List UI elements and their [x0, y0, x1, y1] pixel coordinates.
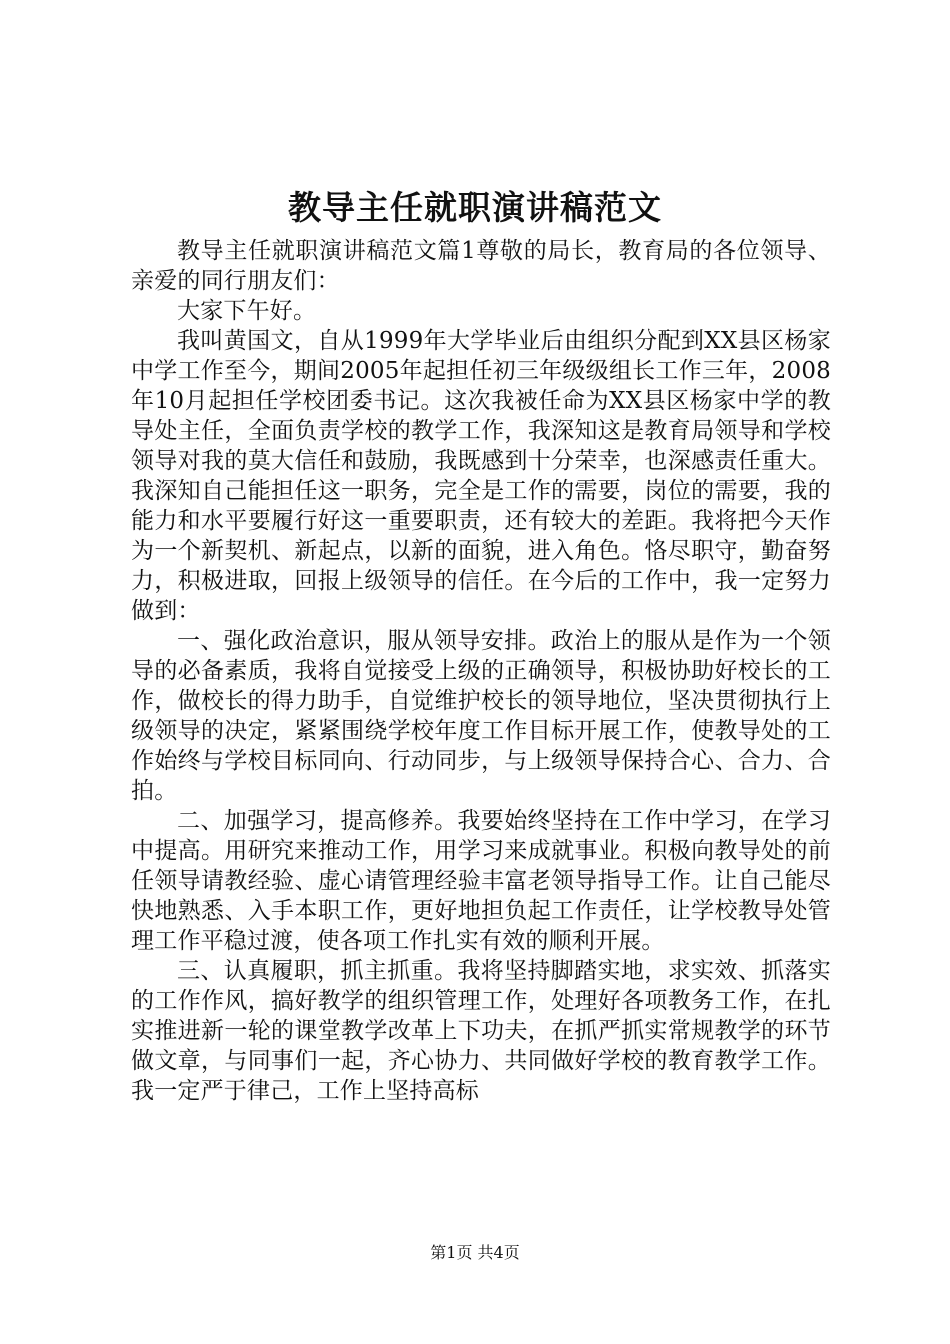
- document-body: [131, 236, 831, 1106]
- page-number-footer: 第1页 共4页: [430, 1243, 520, 1262]
- paragraph-greeting: 大家下午好。: [177, 298, 317, 324]
- paragraph-point-one: 一、强化政治意识，服从领导安排。政治上的服从是作为一个领导的必备素质，我将自觉接受上级的正确领导，积极协助好校长的工作，做校长的得力助手，自觉维护校长的领导地位，坚决贯彻执行上级领导的决定，紧紧围绕学校年度工作目标开展工作，使教导处的工作始终与学校目标同向、行动同步，与上级领导保持合心、合力、合拍。: [131, 628, 831, 804]
- document-title: 教导主任就职演讲稿范文: [288, 188, 662, 227]
- paragraph-point-two: 二、加强学习，提高修养。我要始终坚持在工作中学习，在学习中提高。用研究来推动工作，用学习来成就事业。积极向教导处的前任领导请教经验、虚心请管理经验丰富老领导指导工作。让自己能尽快地熟悉、入手本职工作，更好地担负起工作责任，让学校教导处管理工作平稳过渡，使各项工作扎实有效的顺利开展。: [131, 808, 831, 954]
- paragraph-self-introduction: 我叫黄国文，自从1999年大学毕业后由组织分配到XX县区杨家中学工作至今，期间2005年起担任初三年级级组长工作三年，2008年10月起担任学校团委书记。这次我被任命为XX县区杨家中学的教导处主任，全面负责学校的教学工作，我深知这是教育局领导和学校领导对我的莫大信任和鼓励，我既感到十分荣幸，也深感责任重大。我深知自己能担任这一职务，完全是工作的需要，岗位的需要，我的能力和水平要履行好这一重要职责，还有较大的差距。我将把今天作为一个新契机、新起点，以新的面貌，进入角色。恪尽职守，勤奋努力，积极进取，回报上级领导的信任。在今后的工作中，我一定努力做到：: [131, 328, 831, 624]
- paragraph-intro: 教导主任就职演讲稿范文篇1尊敬的局长，教育局的各位领导、亲爱的同行朋友们：: [131, 238, 831, 294]
- paragraph-point-three: 三、认真履职，抓主抓重。我将坚持脚踏实地，求实效、抓落实的工作作风，搞好教学的组织管理工作，处理好各项教务工作，在扎实推进新一轮的课堂教学改革上下功夫，在抓严抓实常规教学的环节做文章，与同事们一起，齐心协力、共同做好学校的教育教学工作。我一定严于律己，工作上坚持高标: [131, 958, 831, 1104]
